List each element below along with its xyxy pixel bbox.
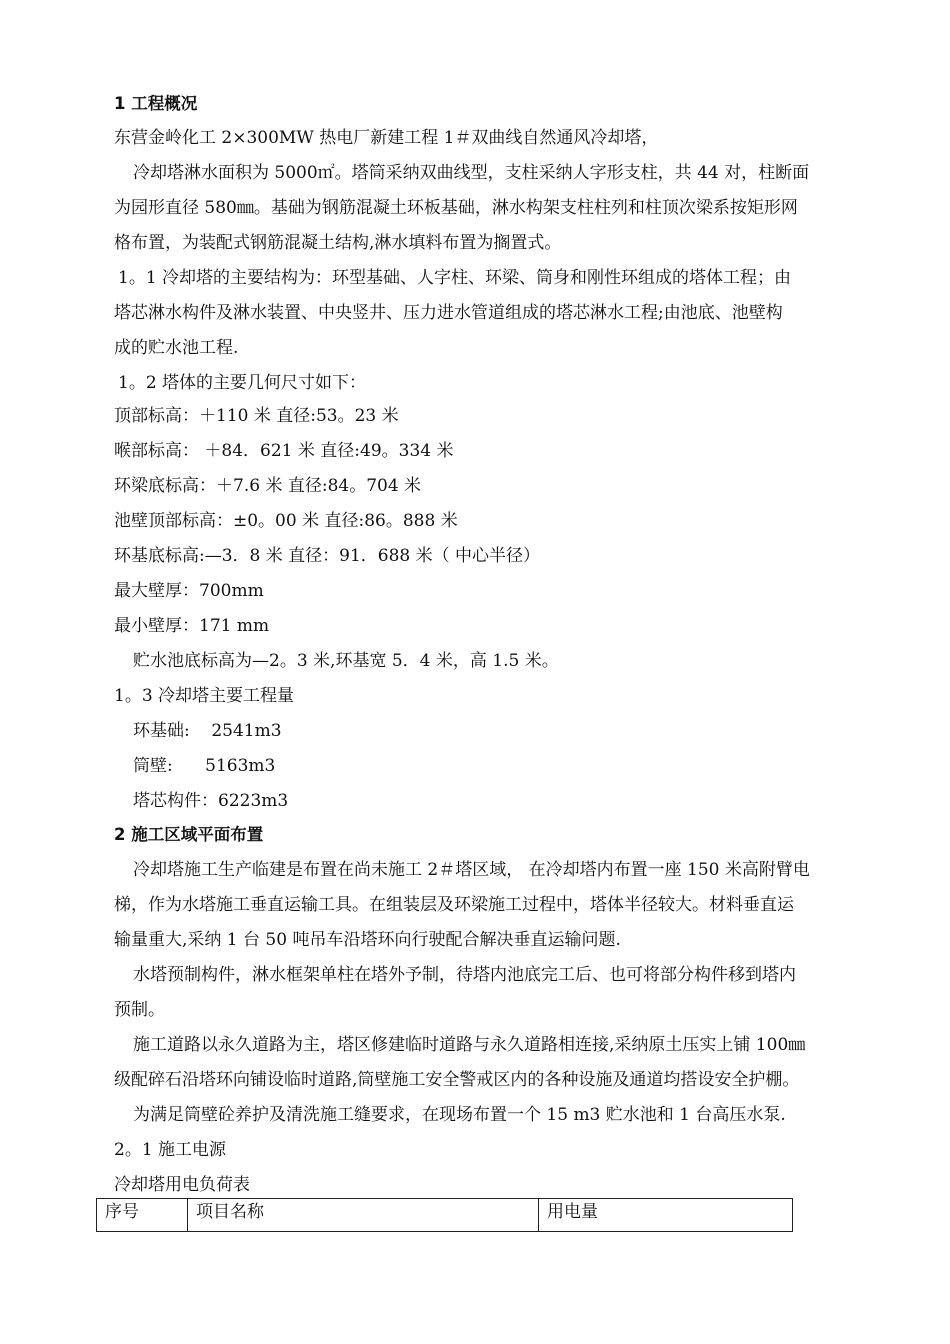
text-line: 最小壁厚：171 mm bbox=[114, 616, 270, 636]
section-heading-2: 2 施工区域平面布置 bbox=[114, 825, 264, 844]
table-header-cell: 项目名称 bbox=[188, 1199, 539, 1232]
text-line: 1。1 冷却塔的主要结构为：环型基础、人字柱、环梁、筒身和刚性环组成的塔体工程；由 bbox=[118, 268, 792, 288]
text-line: 环基底标高:—3．8 米 直径：91．688 米（ 中心半径） bbox=[114, 546, 541, 566]
text-line: 环梁底标高：＋7.6 米 直径:84。704 米 bbox=[114, 476, 422, 496]
text-line: 顶部标高：＋110 米 直径:53。23 米 bbox=[114, 406, 399, 426]
text-line: 为园形直径 580㎜。基础为钢筋混凝土环板基础，淋水构架支柱柱列和柱顶次梁系按矩形网 bbox=[114, 198, 798, 218]
text-line: 1。2 塔体的主要几何尺寸如下： bbox=[118, 373, 367, 393]
table-header-cell: 用电量 bbox=[539, 1199, 793, 1232]
text-line: 塔芯构件：6223m3 bbox=[133, 791, 289, 811]
text-line: 冷却塔施工生产临建是布置在尚未施工 2＃塔区域， 在冷却塔内布置一座 150 米高附臂电 bbox=[133, 860, 810, 880]
text-line: 梯，作为水塔施工垂直运输工具。在组装层及环梁施工过程中，塔体半径较大。材料垂直运 bbox=[114, 895, 794, 915]
text-line: 最大壁厚：700mm bbox=[114, 581, 264, 601]
text-line: 为满足筒壁砼养护及清洗施工缝要求，在现场布置一个 15 m3 贮水池和 1 台高压水泵. bbox=[133, 1105, 786, 1125]
table-header-row bbox=[97, 1199, 793, 1232]
subsection-heading: 2。1 施工电源 bbox=[114, 1140, 227, 1160]
text-line: 成的贮水池工程. bbox=[114, 338, 239, 358]
text-line: 1。3 冷却塔主要工程量 bbox=[114, 686, 295, 706]
power-load-table bbox=[96, 1198, 793, 1232]
table-header-cell: 序号 bbox=[97, 1199, 188, 1232]
text-line: 东营金岭化工 2×300MW 热电厂新建工程 1＃双曲线自然通风冷却塔， bbox=[114, 128, 659, 148]
text-line: 池壁顶部标高：±0。00 米 直径:86。888 米 bbox=[114, 511, 458, 531]
text-line: 贮水池底标高为—2。3 米,环基宽 5．4 米，高 1.5 米。 bbox=[133, 651, 559, 671]
text-line: 水塔预制构件，淋水框架单柱在塔外予制，待塔内池底完工后、也可将部分构件移到塔内 bbox=[133, 965, 796, 985]
section-heading-1: 1 工程概况 bbox=[114, 94, 198, 113]
text-line: 级配碎石沿塔环向铺设临时道路,筒壁施工安全警戒区内的各种设施及通道均搭设安全护棚。 bbox=[114, 1070, 800, 1090]
text-line: 输量重大,采纳 1 台 50 吨吊车沿塔环向行驶配合解决垂直运输问题. bbox=[114, 930, 621, 950]
text-line: 塔芯淋水构件及淋水装置、中央竖井、压力进水管道组成的塔芯淋水工程;由池底、池壁构 bbox=[114, 303, 783, 323]
text-line: 冷却塔淋水面积为 5000㎡。塔筒采纳双曲线型，支柱采纳人字形支柱，共 44 对，柱断面 bbox=[133, 163, 810, 183]
text-line: 喉部标高： ＋84．621 米 直径:49。334 米 bbox=[114, 441, 454, 461]
text-line: 施工道路以永久道路为主，塔区修建临时道路与永久道路相连接,采纳原土压实上铺 100㎜ bbox=[133, 1035, 806, 1055]
text-line: 预制。 bbox=[114, 1000, 165, 1020]
table-caption: 冷却塔用电负荷表 bbox=[114, 1175, 250, 1195]
text-line: 筒壁: 5163m3 bbox=[133, 756, 276, 776]
text-line: 环基础: 2541m3 bbox=[133, 721, 282, 741]
text-line: 格布置，为装配式钢筋混凝土结构,淋水填料布置为搁置式。 bbox=[114, 233, 562, 253]
